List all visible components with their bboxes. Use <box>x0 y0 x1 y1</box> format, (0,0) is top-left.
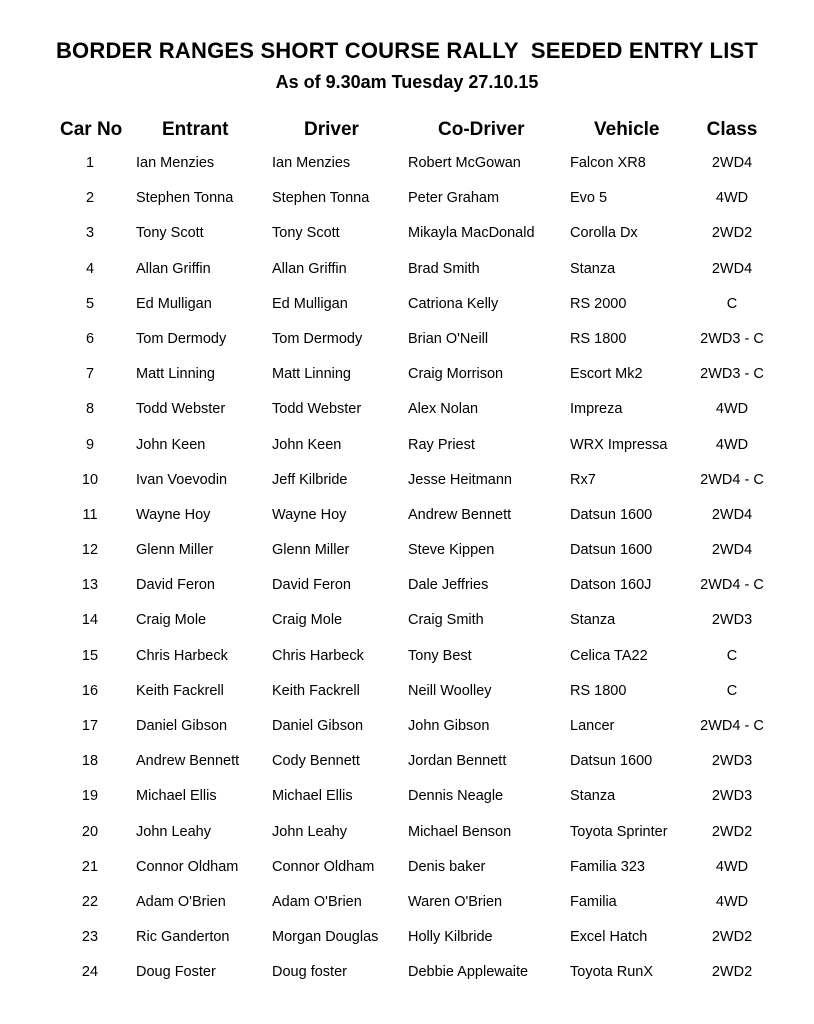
cell-co-driver: Brad Smith <box>408 260 480 277</box>
cell-car-no: 5 <box>85 295 95 312</box>
cell-driver: Chris Harbeck <box>272 647 364 664</box>
cell-co-driver: Dennis Neagle <box>408 788 504 805</box>
table-row <box>0 261 814 296</box>
cell-car-no: 1 <box>85 155 95 171</box>
cell-co-driver: John Gibson <box>408 718 490 734</box>
table-row <box>0 929 814 964</box>
cell-co-driver: Craig Morrison <box>408 366 504 383</box>
cell-driver: Todd Webster <box>272 401 362 418</box>
cell-driver: Matt Linning <box>272 366 351 383</box>
header-vehicle: Vehicle <box>594 119 660 140</box>
cell-entrant: Wayne Hoy <box>136 506 211 523</box>
cell-entrant: Doug Foster <box>136 964 216 981</box>
cell-driver: Daniel Gibson <box>272 718 364 734</box>
cell-vehicle: Datson 160J <box>570 577 652 594</box>
cell-class: 2WD3 - C <box>700 366 764 383</box>
cell-entrant: Craig Mole <box>136 612 207 629</box>
cell-driver: Glenn Miller <box>272 542 350 559</box>
cell-car-no: 18 <box>81 753 99 770</box>
table-row <box>0 788 814 823</box>
cell-entrant: Chris Harbeck <box>136 647 228 664</box>
cell-driver: Connor Oldham <box>272 858 375 875</box>
table-row <box>0 401 814 436</box>
cell-class: 2WD4 <box>711 155 753 171</box>
cell-vehicle: Impreza <box>570 401 623 418</box>
cell-vehicle: Falcon XR8 <box>570 155 646 171</box>
table-row <box>0 542 814 577</box>
cell-car-no: 22 <box>81 893 99 910</box>
cell-entrant: Ivan Voevodin <box>136 471 228 488</box>
cell-car-no: 10 <box>81 471 99 488</box>
document-title: BORDER RANGES SHORT COURSE RALLY SEEDED ENTRY LIST <box>55 38 759 63</box>
table-header <box>0 119 814 145</box>
table-row <box>0 225 814 260</box>
cell-driver: John Leahy <box>272 823 347 840</box>
table-row <box>0 155 814 190</box>
cell-driver: Keith Fackrell <box>272 682 360 699</box>
table-row <box>0 894 814 929</box>
table-row <box>0 753 814 788</box>
cell-co-driver: Tony Best <box>408 647 472 664</box>
header-class: Class <box>706 119 758 140</box>
cell-vehicle: Toyota Sprinter <box>570 823 668 840</box>
cell-entrant: Ric Ganderton <box>136 929 230 946</box>
cell-car-no: 9 <box>85 436 95 453</box>
cell-co-driver: Andrew Bennett <box>408 506 512 523</box>
cell-driver: Doug foster <box>272 964 347 981</box>
cell-vehicle: Toyota RunX <box>570 964 654 981</box>
cell-class: 2WD3 - C <box>700 330 764 347</box>
cell-co-driver: Jesse Heitmann <box>408 471 512 488</box>
table-row <box>0 577 814 612</box>
table-row <box>0 683 814 718</box>
cell-vehicle: Corolla Dx <box>570 225 638 242</box>
cell-vehicle: Evo 5 <box>570 190 608 207</box>
cell-driver: Ian Menzies <box>272 155 351 171</box>
cell-entrant: Andrew Bennett <box>136 753 240 770</box>
cell-co-driver: Brian O'Neill <box>408 330 489 347</box>
header-entrant: Entrant <box>162 119 229 140</box>
cell-driver: Ed Mulligan <box>272 295 348 312</box>
cell-class: 2WD4 <box>711 542 753 559</box>
cell-entrant: Ian Menzies <box>136 155 215 171</box>
cell-car-no: 3 <box>85 225 95 242</box>
table-row <box>0 472 814 507</box>
cell-class: 2WD4 - C <box>700 471 764 488</box>
cell-vehicle: RS 1800 <box>570 330 627 347</box>
cell-co-driver: Robert McGowan <box>408 155 521 171</box>
document-subtitle: As of 9.30am Tuesday 27.10.15 <box>275 72 539 92</box>
cell-co-driver: Alex Nolan <box>408 401 479 418</box>
table-row <box>0 437 814 472</box>
cell-vehicle: Stanza <box>570 788 616 805</box>
cell-car-no: 6 <box>85 330 95 347</box>
cell-car-no: 8 <box>85 401 95 418</box>
cell-vehicle: Stanza <box>570 612 616 629</box>
cell-driver: David Feron <box>272 577 351 594</box>
table-row <box>0 190 814 225</box>
cell-co-driver: Debbie Applewaite <box>408 964 529 981</box>
cell-class: 4WD <box>715 401 749 418</box>
cell-class: 2WD3 <box>711 612 753 629</box>
header-co-driver: Co-Driver <box>438 119 525 140</box>
table-row <box>0 612 814 647</box>
cell-driver: Wayne Hoy <box>272 506 347 523</box>
cell-vehicle: Familia <box>570 893 617 910</box>
cell-vehicle: RS 2000 <box>570 295 627 312</box>
cell-class: 2WD2 <box>711 225 753 242</box>
cell-entrant: David Feron <box>136 577 215 594</box>
cell-car-no: 23 <box>81 929 99 946</box>
cell-class: C <box>726 647 738 664</box>
cell-driver: Michael Ellis <box>272 788 353 805</box>
cell-entrant: Stephen Tonna <box>136 190 234 207</box>
cell-class: 2WD2 <box>711 964 753 981</box>
cell-co-driver: Dale Jeffries <box>408 577 489 594</box>
cell-class: 2WD3 <box>711 788 753 805</box>
table-row <box>0 718 814 753</box>
cell-entrant: John Keen <box>136 436 206 453</box>
cell-vehicle: Rx7 <box>570 471 596 488</box>
cell-co-driver: Waren O'Brien <box>408 893 503 910</box>
cell-car-no: 7 <box>85 366 95 383</box>
cell-co-driver: Peter Graham <box>408 190 500 207</box>
table-row <box>0 331 814 366</box>
cell-vehicle: Familia 323 <box>570 858 645 875</box>
cell-co-driver: Steve Kippen <box>408 542 495 559</box>
cell-entrant: Adam O'Brien <box>136 893 226 910</box>
header-car-no: Car No <box>60 119 123 140</box>
entry-table-body <box>0 155 814 1000</box>
cell-class: C <box>726 682 738 699</box>
cell-driver: Cody Bennett <box>272 753 360 770</box>
cell-class: 2WD4 - C <box>700 577 764 594</box>
cell-co-driver: Ray Priest <box>408 436 475 453</box>
cell-car-no: 19 <box>81 788 99 805</box>
cell-entrant: Ed Mulligan <box>136 295 212 312</box>
cell-vehicle: Escort Mk2 <box>570 366 643 383</box>
cell-entrant: Tom Dermody <box>136 330 227 347</box>
cell-car-no: 16 <box>81 682 99 699</box>
cell-class: 2WD2 <box>711 823 753 840</box>
cell-driver: Craig Mole <box>272 612 343 629</box>
cell-vehicle: Excel Hatch <box>570 929 648 946</box>
cell-class: 4WD <box>715 436 749 453</box>
cell-car-no: 21 <box>81 858 99 875</box>
cell-entrant: Todd Webster <box>136 401 226 418</box>
cell-vehicle: WRX Impressa <box>570 436 668 453</box>
cell-co-driver: Denis baker <box>408 858 486 875</box>
cell-car-no: 4 <box>85 260 95 277</box>
cell-co-driver: Michael Benson <box>408 823 512 840</box>
cell-entrant: John Leahy <box>136 823 211 840</box>
cell-class: 2WD4 <box>711 506 753 523</box>
table-row <box>0 296 814 331</box>
cell-co-driver: Neill Woolley <box>408 682 492 699</box>
table-row <box>0 964 814 999</box>
table-row <box>0 366 814 401</box>
cell-driver: Stephen Tonna <box>272 190 370 207</box>
cell-car-no: 2 <box>85 190 95 207</box>
cell-co-driver: Holly Kilbride <box>408 929 493 946</box>
cell-vehicle: Datsun 1600 <box>570 753 653 770</box>
cell-driver: John Keen <box>272 436 342 453</box>
cell-car-no: 12 <box>81 542 99 559</box>
cell-driver: Morgan Douglas <box>272 929 379 946</box>
cell-class: 2WD2 <box>711 929 753 946</box>
cell-vehicle: RS 1800 <box>570 682 627 699</box>
header-driver: Driver <box>304 119 359 140</box>
cell-car-no: 15 <box>81 647 99 664</box>
cell-class: 2WD3 <box>711 753 753 770</box>
cell-car-no: 20 <box>81 823 99 840</box>
table-row <box>0 824 814 859</box>
cell-class: C <box>726 295 738 312</box>
cell-car-no: 14 <box>81 612 99 629</box>
cell-driver: Tony Scott <box>272 225 340 242</box>
cell-co-driver: Jordan Bennett <box>408 753 507 770</box>
cell-car-no: 24 <box>81 964 99 981</box>
cell-vehicle: Datsun 1600 <box>570 542 653 559</box>
cell-co-driver: Craig Smith <box>408 612 484 629</box>
cell-car-no: 11 <box>82 506 98 523</box>
cell-driver: Allan Griffin <box>272 260 347 277</box>
cell-entrant: Matt Linning <box>136 366 215 383</box>
cell-class: 2WD4 - C <box>700 718 764 734</box>
cell-class: 2WD4 <box>711 260 753 277</box>
cell-vehicle: Celica TA22 <box>570 647 648 664</box>
cell-entrant: Daniel Gibson <box>136 718 228 734</box>
cell-co-driver: Mikayla MacDonald <box>408 225 535 242</box>
cell-entrant: Michael Ellis <box>136 788 217 805</box>
cell-car-no: 17 <box>81 718 99 734</box>
table-row <box>0 648 814 683</box>
cell-vehicle: Stanza <box>570 260 616 277</box>
cell-class: 4WD <box>715 190 749 207</box>
cell-co-driver: Catriona Kelly <box>408 295 499 312</box>
cell-entrant: Keith Fackrell <box>136 682 224 699</box>
cell-entrant: Connor Oldham <box>136 858 239 875</box>
cell-class: 4WD <box>715 858 749 875</box>
cell-driver: Tom Dermody <box>272 330 363 347</box>
cell-driver: Jeff Kilbride <box>272 471 348 488</box>
cell-vehicle: Datsun 1600 <box>570 506 653 523</box>
cell-car-no: 13 <box>81 577 99 594</box>
cell-vehicle: Lancer <box>570 718 615 734</box>
cell-driver: Adam O'Brien <box>272 893 362 910</box>
table-row <box>0 507 814 542</box>
cell-entrant: Tony Scott <box>136 225 204 242</box>
cell-entrant: Glenn Miller <box>136 542 214 559</box>
cell-class: 4WD <box>715 893 749 910</box>
table-row <box>0 859 814 894</box>
cell-entrant: Allan Griffin <box>136 260 211 277</box>
